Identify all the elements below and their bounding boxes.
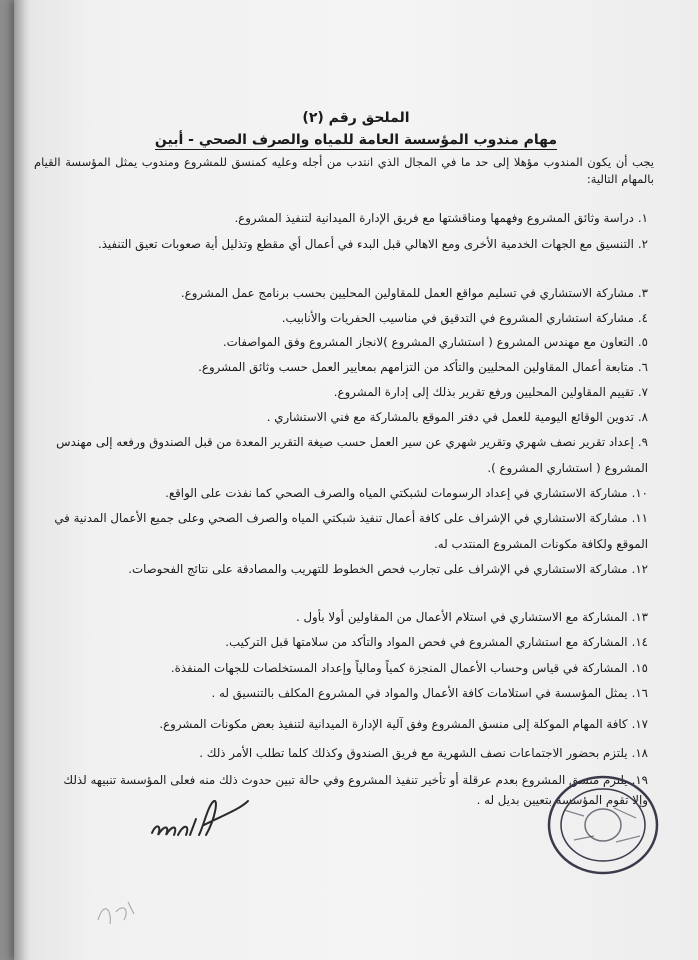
page-title-text: مهام مندوب المؤسسة العامة للمياه والصرف الصحي - أبين	[154, 132, 558, 148]
task-number: ١٨.	[631, 746, 648, 760]
official-stamp-icon	[544, 770, 662, 880]
task-text: تقييم المقاولين المحليين ورفع تقرير بذلك إلى إدارة المشروع.	[333, 385, 634, 399]
task-item	[48, 354, 648, 380]
task-item	[48, 404, 648, 430]
task-item	[48, 379, 648, 405]
task-text: التعاون مع مهندس المشروع ( استشاري المشروع )لانجاز المشروع وفق المواصفات.	[222, 335, 634, 349]
task-item	[48, 505, 648, 557]
task-item	[48, 711, 648, 737]
task-number: ٩.	[637, 435, 648, 449]
task-item	[48, 231, 648, 257]
task-text: التنسيق مع الجهات الخدمية الأخرى ومع الاهالي قبل البدء في أعمال أي مقطع وتذليل أية صعوبات تعيق التنفيذ.	[97, 237, 634, 251]
margin-scribble-icon	[94, 890, 144, 930]
document-page	[14, 0, 698, 960]
task-number: ٣.	[637, 286, 648, 300]
task-text: متابعة أعمال المقاولين المحليين والتأكد من التزامهم بمعايير العمل حسب وثائق المشروع.	[198, 360, 634, 374]
task-number: ١٣.	[631, 610, 648, 624]
task-text: دراسة وثائق المشروع وفهمها ومناقشتها مع فريق الإدارة الميدانية لتنفيذ المشروع.	[234, 211, 634, 225]
task-text: يلتزم بحضور الاجتماعات نصف الشهرية مع فريق الصندوق وكذلك كلما تطلب الأمر ذلك .	[199, 746, 628, 760]
task-item	[48, 740, 648, 766]
task-number: ١٩.	[631, 773, 648, 787]
task-text: المشاركة مع الاستشاري في استلام الأعمال من المقاولين أولا بأول .	[295, 610, 628, 624]
task-text: يلتزم منسق المشروع بعدم عرقلة أو تأخير تنفيذ المشروع وفي حالة تبين حدوث ذلك منه فعلى المؤسسة تنبيهه لذلك وإلا تقوم المؤسسة بتعيين بديل له .	[63, 773, 648, 807]
task-item	[48, 480, 648, 506]
task-number: ١٤.	[631, 635, 648, 649]
task-number: ٨.	[637, 410, 648, 424]
task-number: ٧.	[637, 385, 648, 399]
task-number: ١٢.	[631, 562, 648, 576]
task-text: تدوين الوقائع اليومية للعمل في دفتر الموقع بالمشاركة مع فني الاستشاري .	[266, 410, 634, 424]
task-number: ١٥.	[631, 661, 648, 675]
task-item	[48, 655, 648, 681]
task-number: ١٧.	[631, 717, 648, 731]
task-item	[48, 429, 648, 481]
task-text: المشاركة في قياس وحساب الأعمال المنجزة كمياً ومالياً وإعداد المستخلصات للجهات المنفذة.	[170, 661, 628, 675]
task-item	[48, 604, 648, 630]
task-item	[48, 680, 648, 706]
task-text: مشاركة الاستشاري في إعداد الرسومات لشبكتي المياه والصرف الصحي كما نفذت على الواقع.	[165, 486, 628, 500]
task-item	[48, 280, 648, 306]
task-text: مشاركة استشاري المشروع في التدقيق في مناسيب الحفريات والأنابيب.	[281, 311, 634, 325]
task-number: ٤.	[637, 311, 648, 325]
intro-paragraph: يجب أن يكون المندوب مؤهلا إلى حد ما في المجال الذي انتدب من أجله وعليه كمنسق للمشروع ومندوب يمثل المؤسسة القيام بالمهام التالية:	[34, 155, 654, 186]
task-text: مشاركة الاستشاري في الإشراف على كافة أعمال تنفيذ شبكتي المياه والصرف الصحي وعلى جميع الأعمال المدنية في الموقع ولكافة مكونات المشروع المنتدب له.	[54, 511, 648, 551]
task-text: مشاركة الاستشاري في تسليم مواقع العمل للمقاولين المحليين بحسب برنامج عمل المشروع.	[180, 286, 634, 300]
task-number: ١٠.	[631, 486, 648, 500]
task-number: ١٦.	[631, 686, 648, 700]
task-item	[48, 205, 648, 231]
task-number: ٦.	[637, 360, 648, 374]
task-number: ٥.	[637, 335, 648, 349]
task-text: يمثل المؤسسة في استلامات كافة الأعمال والمواد في المشروع المكلف بالتنسيق له .	[211, 686, 628, 700]
task-text: المشاركة مع استشاري المشروع في فحص المواد والتأكد من سلامتها قبل التركيب.	[225, 635, 628, 649]
task-text: مشاركة الاستشاري في الإشراف على تجارب فحص الخطوط للتهريب والمصادقة على نتائج الفحوصات.	[128, 562, 628, 576]
task-number: ١١.	[631, 511, 648, 525]
task-item	[48, 556, 648, 582]
task-item	[48, 305, 648, 331]
page-title	[14, 132, 698, 148]
task-item	[48, 629, 648, 655]
task-text: كافة المهام الموكلة إلى منسق المشروع وفق آلية الإدارة الميدانية لتنفيذ بعض مكونات المشروع.	[159, 717, 628, 731]
signature-mark-icon	[144, 795, 254, 845]
task-item	[48, 329, 648, 355]
task-number: ١.	[637, 211, 648, 225]
task-number: ٢.	[637, 237, 648, 251]
annex-title: الملحق رقم (٢)	[302, 110, 410, 126]
task-text: إعداد تقرير نصف شهري وتقرير شهري عن سير العمل حسب صيغة التقرير المعدة من قبل الصندوق ورفعه إلى مهندس المشروع ( استشاري المشروع ).	[56, 435, 648, 475]
